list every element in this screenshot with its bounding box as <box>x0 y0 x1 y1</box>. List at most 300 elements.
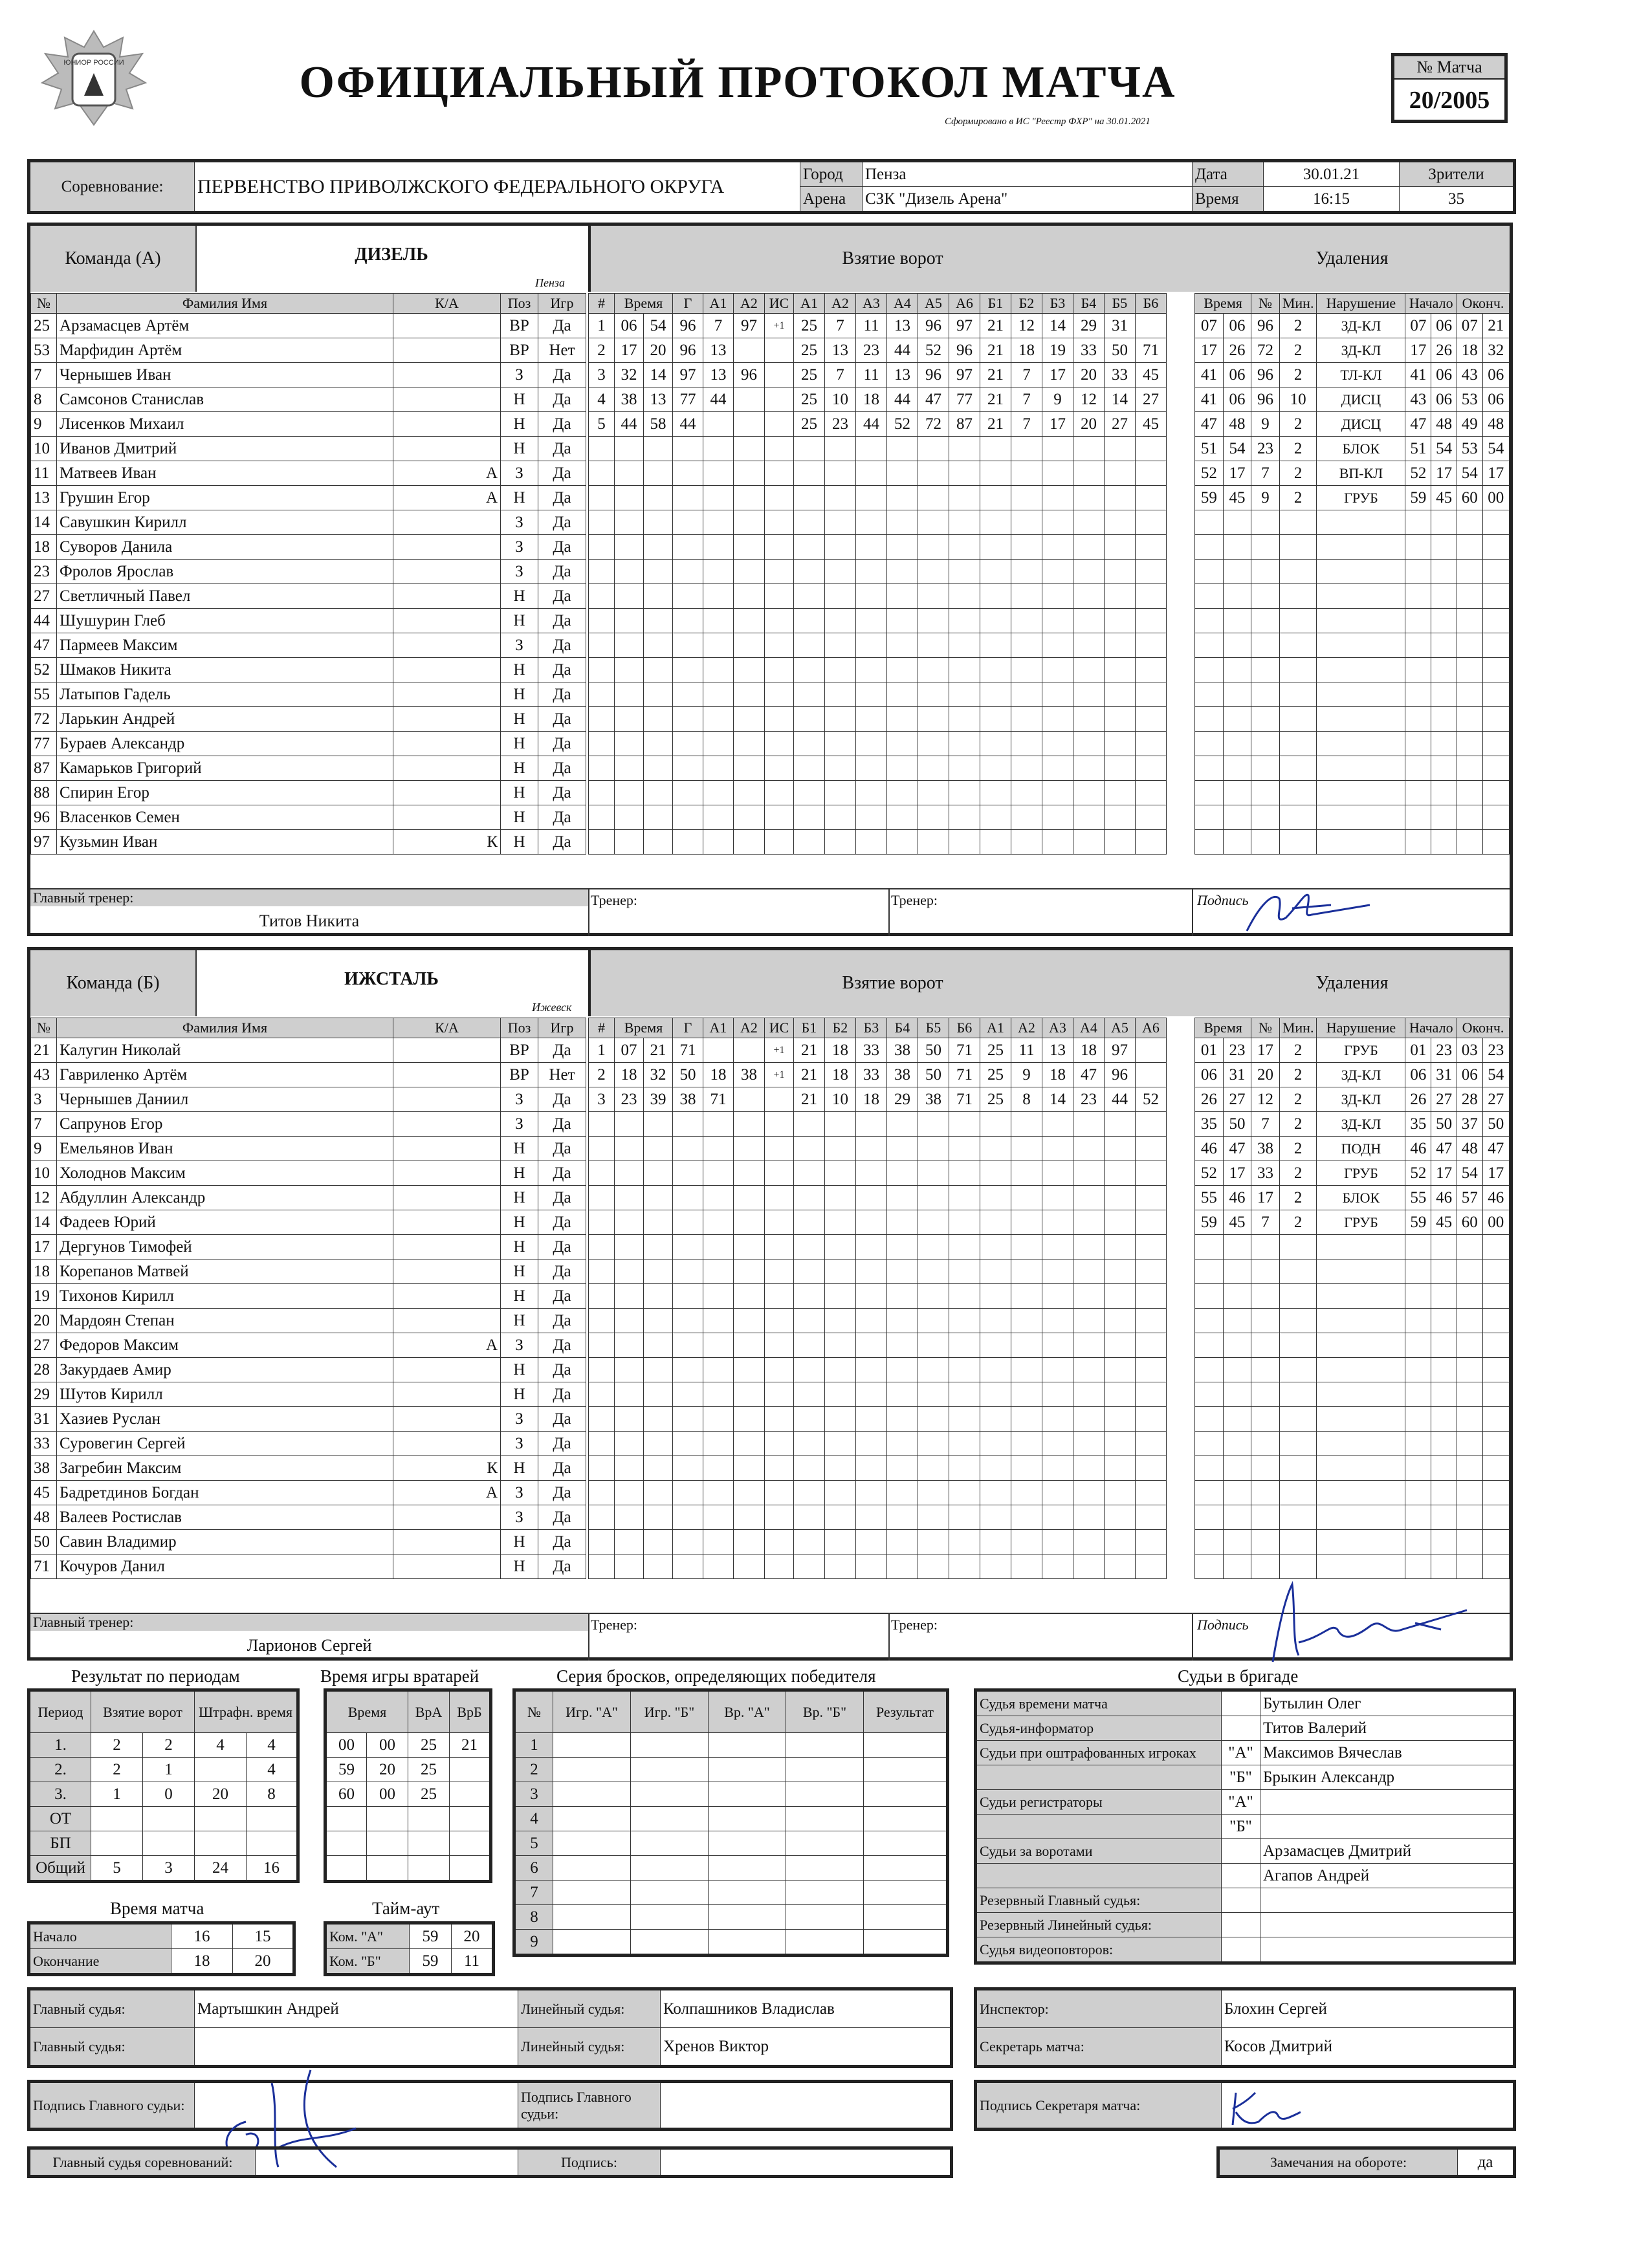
penalty-cell: 45 <box>1431 486 1457 510</box>
goal-cell: 07 <box>615 1038 644 1063</box>
goal-cell: 97 <box>949 363 980 387</box>
player-col-header: № <box>31 1018 57 1038</box>
goal-cell <box>589 633 615 658</box>
goal-cell <box>644 682 673 707</box>
player-playing: Да <box>538 461 586 486</box>
penalty-row <box>1195 1087 1510 1112</box>
period-value <box>195 1807 247 1831</box>
player-number: 7 <box>31 363 57 387</box>
player-number: 8 <box>31 387 57 412</box>
penalty-cell <box>1279 1259 1317 1284</box>
goal-cell: 14 <box>1042 1087 1073 1112</box>
shootout-cell <box>631 1905 709 1930</box>
goalie-row <box>325 1831 491 1856</box>
player-name: Бадретдинов Богдан <box>57 1481 393 1505</box>
goal-cell <box>887 1186 918 1210</box>
penalty-cell <box>1195 707 1224 732</box>
inspector-name: Блохин Сергей <box>1222 1989 1515 2028</box>
player-name: Матвеев Иван <box>57 461 393 486</box>
goal-cell <box>765 1186 794 1210</box>
goal-cell <box>887 584 918 609</box>
goal-cell <box>734 387 765 412</box>
penalty-cell <box>1405 1309 1431 1333</box>
goal-cell: 25 <box>794 338 825 363</box>
goal-cell <box>825 510 856 535</box>
penalty-cell <box>1457 1259 1483 1284</box>
goal-cell <box>1136 830 1167 855</box>
goal-cell <box>918 560 949 584</box>
goal-row <box>589 1284 1167 1309</box>
goalie-row <box>325 1856 491 1882</box>
goal-cell <box>734 560 765 584</box>
goal-cell <box>825 584 856 609</box>
goal-cell <box>918 535 949 560</box>
team-b-roster <box>30 1018 586 1579</box>
penalty-cell <box>1482 633 1509 658</box>
goal-cell <box>644 609 673 633</box>
penalty-cell <box>1405 1358 1431 1382</box>
goal-cell: 52 <box>887 412 918 437</box>
goal-cell <box>734 732 765 756</box>
penalty-cell <box>1405 1235 1431 1259</box>
goal-cell <box>980 756 1011 781</box>
goal-cell: 52 <box>1136 1087 1167 1112</box>
goal-cell <box>825 756 856 781</box>
goal-cell: 18 <box>1073 1038 1105 1063</box>
goal-cell <box>644 756 673 781</box>
goal-cell <box>765 584 794 609</box>
player-captain <box>393 1186 501 1210</box>
player-row <box>31 609 586 633</box>
main-ref-label-2: Главный судья: <box>29 2028 195 2067</box>
penalty-cell <box>1457 658 1483 682</box>
goal-col-header: А6 <box>949 294 980 314</box>
penalty-cell <box>1482 584 1509 609</box>
player-number: 43 <box>31 1063 57 1087</box>
penalty-row <box>1195 1309 1510 1333</box>
penalty-cell: 27 <box>1431 1087 1457 1112</box>
team-a-head-coach: Титов Никита <box>259 911 360 930</box>
goal-cell: 3 <box>589 363 615 387</box>
goal-cell <box>825 1505 856 1530</box>
penalty-cell: 45 <box>1223 1210 1251 1235</box>
team-b-name: ИЖСТАЛЬ <box>344 969 439 989</box>
penalty-row <box>1195 707 1510 732</box>
player-captain <box>393 1210 501 1235</box>
shootout-cell <box>631 1733 709 1758</box>
goal-cell <box>794 756 825 781</box>
goal-cell <box>1073 584 1105 609</box>
player-position: Н <box>501 732 538 756</box>
goal-cell: 14 <box>644 363 673 387</box>
goal-cell: 29 <box>1073 314 1105 338</box>
player-position: Н <box>501 658 538 682</box>
goal-cell <box>856 1481 887 1505</box>
team-b-coach2-label: Тренер: <box>891 1617 938 1633</box>
match-info <box>27 159 1516 214</box>
player-captain <box>393 756 501 781</box>
goal-cell <box>765 830 794 855</box>
penalty-cell <box>1482 1235 1509 1259</box>
goal-row <box>589 461 1167 486</box>
penalty-cell: 53 <box>1457 437 1483 461</box>
main-ref-1: Мартышкин Андрей <box>195 1989 518 2028</box>
goal-col-header: А2 <box>734 1018 765 1038</box>
penalty-cell <box>1251 1309 1280 1333</box>
goal-cell <box>918 461 949 486</box>
goal-cell <box>1073 1481 1105 1505</box>
period-value: 2 <box>143 1733 195 1758</box>
goal-cell <box>703 1235 734 1259</box>
goal-cell: 06 <box>615 314 644 338</box>
goal-cell <box>856 805 887 830</box>
shootout-number: 7 <box>514 1881 553 1905</box>
goal-cell <box>1136 1481 1167 1505</box>
penalty-cell: 26 <box>1431 338 1457 363</box>
goal-cell <box>703 510 734 535</box>
goal-cell <box>949 1456 980 1481</box>
penalty-cell: 48 <box>1431 412 1457 437</box>
player-number: 9 <box>31 412 57 437</box>
svg-text:ЮНИОР РОССИИ: ЮНИОР РОССИИ <box>63 59 124 67</box>
penalty-cell <box>1317 1333 1405 1358</box>
penalty-cell <box>1317 1407 1405 1432</box>
penalty-cell: 54 <box>1482 1063 1509 1087</box>
goal-cell <box>825 1432 856 1456</box>
penalty-cell: 72 <box>1251 338 1280 363</box>
goal-cell <box>615 1210 644 1235</box>
goal-row <box>589 1235 1167 1259</box>
penalty-cell <box>1405 584 1431 609</box>
penalty-row <box>1195 756 1510 781</box>
player-captain <box>393 1087 501 1112</box>
penalty-cell: 48 <box>1482 412 1509 437</box>
goal-cell <box>887 830 918 855</box>
penalty-cell: 47 <box>1405 412 1431 437</box>
goal-cell <box>856 1505 887 1530</box>
goal-cell <box>644 1333 673 1358</box>
penalty-cell <box>1457 830 1483 855</box>
penalty-cell: 20 <box>1251 1063 1280 1087</box>
goal-cell <box>949 732 980 756</box>
team-a-coach1-label: Тренер: <box>591 892 638 908</box>
goal-cell <box>1073 609 1105 633</box>
goal-cell <box>1105 1186 1136 1210</box>
penalty-row <box>1195 1235 1510 1259</box>
player-name: Хазиев Руслан <box>57 1407 393 1432</box>
protocol-title: ОФИЦИАЛЬНЫЙ ПРОТОКОЛ МАТЧА <box>299 58 1176 107</box>
goal-cell <box>887 1284 918 1309</box>
goal-cell <box>856 1137 887 1161</box>
official-row <box>976 1716 1515 1741</box>
penalty-cell <box>1457 1382 1483 1407</box>
penalty-row <box>1195 1358 1510 1382</box>
match-start-min: 15 <box>233 1923 294 1949</box>
official-team: "А" <box>1222 1741 1260 1765</box>
remarks-table <box>1216 2146 1516 2178</box>
goal-cell <box>734 461 765 486</box>
goal-cell <box>949 1358 980 1382</box>
goal-cell <box>589 461 615 486</box>
goal-cell <box>825 535 856 560</box>
goal-cell <box>980 461 1011 486</box>
shootout-cell <box>864 1930 948 1956</box>
goal-cell <box>589 658 615 682</box>
goal-cell <box>765 510 794 535</box>
goal-row <box>589 560 1167 584</box>
goal-cell <box>980 1407 1011 1432</box>
official-name <box>1260 1790 1515 1815</box>
secretary-name: Косов Дмитрий <box>1222 2028 1515 2067</box>
goal-cell <box>1105 1137 1136 1161</box>
penalty-cell <box>1431 1407 1457 1432</box>
goal-cell: 97 <box>949 314 980 338</box>
penalty-cell: 17 <box>1482 1161 1509 1186</box>
penalty-cell <box>1317 1382 1405 1407</box>
player-playing: Да <box>538 1235 586 1259</box>
goal-cell <box>644 633 673 658</box>
goal-cell <box>1136 1530 1167 1554</box>
team-a-label: Команда (А) <box>30 226 197 292</box>
goal-cell <box>1042 1432 1073 1456</box>
goal-cell <box>589 1137 615 1161</box>
official-team: "А" <box>1222 1790 1260 1815</box>
goal-cell <box>673 781 703 805</box>
goal-cell <box>673 1382 703 1407</box>
player-row <box>31 1112 586 1137</box>
player-row <box>31 781 586 805</box>
spectators-value: 35 <box>1400 187 1515 213</box>
penalty-cell <box>1405 1382 1431 1407</box>
player-position: З <box>501 1432 538 1456</box>
penalty-cell: 2 <box>1279 486 1317 510</box>
penalty-cell: 17 <box>1431 461 1457 486</box>
goal-cell <box>1105 1333 1136 1358</box>
goal-cell <box>1042 535 1073 560</box>
shootout-cell <box>786 1807 864 1831</box>
shootout-header: Вр. "А" <box>709 1690 786 1733</box>
goal-cell <box>734 1382 765 1407</box>
penalty-cell: 47 <box>1223 1137 1251 1161</box>
penalty-cell <box>1317 560 1405 584</box>
goal-cell <box>615 707 644 732</box>
team-a-signature-label: Подпись <box>1197 892 1249 908</box>
penalty-cell <box>1223 510 1251 535</box>
match-end-min: 20 <box>233 1949 294 1975</box>
goal-cell <box>673 1505 703 1530</box>
penalty-cell <box>1223 633 1251 658</box>
goal-cell <box>1136 1358 1167 1382</box>
goal-cell: 13 <box>703 363 734 387</box>
period-label: 1. <box>29 1733 91 1758</box>
goal-cell: 27 <box>1105 412 1136 437</box>
penalty-cell <box>1482 1481 1509 1505</box>
goal-cell <box>856 609 887 633</box>
goal-cell <box>918 633 949 658</box>
shootout-cell <box>864 1856 948 1881</box>
penalty-cell <box>1195 1284 1224 1309</box>
shootout-cell <box>709 1930 786 1956</box>
penalty-cell <box>1195 1481 1224 1505</box>
player-number: 19 <box>31 1284 57 1309</box>
goal-cell <box>734 1259 765 1284</box>
player-captain <box>393 1063 501 1087</box>
goal-cell <box>673 1554 703 1579</box>
goal-cell <box>734 584 765 609</box>
penalty-cell <box>1251 609 1280 633</box>
shootout-row <box>514 1831 948 1856</box>
official-row <box>976 1888 1515 1913</box>
pen-col-header: Время <box>1195 1018 1251 1038</box>
official-role <box>976 1864 1222 1888</box>
goal-cell <box>980 1456 1011 1481</box>
player-name: Сапрунов Егор <box>57 1112 393 1137</box>
penalty-row <box>1195 314 1510 338</box>
official-name <box>1260 1815 1515 1839</box>
shootout-cell <box>709 1905 786 1930</box>
goal-cell <box>1011 1235 1042 1259</box>
official-team: "Б" <box>1222 1765 1260 1790</box>
shootout-number: 3 <box>514 1782 553 1807</box>
timeout-b-label: Ком. "Б" <box>325 1949 410 1975</box>
penalty-cell <box>1457 535 1483 560</box>
goal-cell <box>918 1186 949 1210</box>
shootout-cell <box>864 1881 948 1905</box>
goal-cell <box>825 1407 856 1432</box>
shootout-cell <box>553 1930 631 1956</box>
official-team <box>1222 1888 1260 1913</box>
goal-col-header: Б3 <box>1042 294 1073 314</box>
penalty-cell <box>1251 1235 1280 1259</box>
goal-cell <box>1073 805 1105 830</box>
penalty-cell <box>1317 805 1405 830</box>
goal-cell: 21 <box>980 387 1011 412</box>
official-name <box>1260 1888 1515 1913</box>
goal-cell: 44 <box>615 412 644 437</box>
goal-cell: 13 <box>703 338 734 363</box>
goal-cell <box>918 437 949 461</box>
team-a-coach2-label: Тренер: <box>891 892 938 908</box>
player-name: Марфидин Артём <box>57 338 393 363</box>
player-playing: Да <box>538 830 586 855</box>
penalty-cell: 50 <box>1223 1112 1251 1137</box>
goal-col-header: А1 <box>980 1018 1011 1038</box>
goal-cell <box>589 1554 615 1579</box>
goal-cell <box>703 1284 734 1309</box>
player-col-header: Поз <box>501 294 538 314</box>
penalty-cell: 27 <box>1223 1087 1251 1112</box>
goal-cell <box>1073 1432 1105 1456</box>
goal-cell <box>918 1284 949 1309</box>
penalty-cell <box>1279 1432 1317 1456</box>
penalty-cell <box>1317 510 1405 535</box>
player-playing: Да <box>538 682 586 707</box>
goal-cell <box>765 437 794 461</box>
shootout-title: Серия бросков, определяющих победителя <box>556 1666 876 1686</box>
goal-cell <box>615 805 644 830</box>
goal-cell <box>825 707 856 732</box>
goal-cell <box>1042 1382 1073 1407</box>
period-value: 4 <box>247 1733 298 1758</box>
goal-cell: 7 <box>1011 387 1042 412</box>
goal-cell: 20 <box>1073 363 1105 387</box>
generated-note: Сформировано в ИС "Реестр ФХР" на 30.01.2021 <box>945 116 1150 127</box>
penalty-cell: 2 <box>1279 1137 1317 1161</box>
goal-cell <box>734 1432 765 1456</box>
goal-cell <box>1073 756 1105 781</box>
shootout-cell <box>553 1758 631 1782</box>
player-number: 9 <box>31 1137 57 1161</box>
player-row <box>31 314 586 338</box>
goal-col-header: А3 <box>1042 1018 1073 1038</box>
goal-cell <box>1073 732 1105 756</box>
shootout-cell <box>864 1758 948 1782</box>
goal-cell <box>765 1456 794 1481</box>
penalty-cell: 51 <box>1405 437 1431 461</box>
goal-cell <box>980 535 1011 560</box>
penalty-cell <box>1223 732 1251 756</box>
goal-cell <box>673 1407 703 1432</box>
penalty-row <box>1195 1210 1510 1235</box>
player-playing: Да <box>538 1554 586 1579</box>
goal-cell <box>825 1210 856 1235</box>
goal-cell <box>1073 437 1105 461</box>
shootout-number: 2 <box>514 1758 553 1782</box>
goal-cell <box>794 510 825 535</box>
goal-cell <box>794 830 825 855</box>
penalty-cell <box>1195 584 1224 609</box>
goal-cell <box>644 1456 673 1481</box>
goal-cell <box>1136 633 1167 658</box>
player-captain <box>393 1309 501 1333</box>
penalty-row <box>1195 1333 1510 1358</box>
goal-row <box>589 1505 1167 1530</box>
goal-cell <box>673 1186 703 1210</box>
player-row <box>31 560 586 584</box>
team-a-signature <box>1234 879 1389 937</box>
goal-cell: 50 <box>1105 338 1136 363</box>
penalty-row <box>1195 830 1510 855</box>
goalie-value <box>367 1831 408 1856</box>
goal-cell <box>1042 437 1073 461</box>
shootout-cell <box>864 1807 948 1831</box>
goal-cell: 25 <box>794 387 825 412</box>
period-label: 3. <box>29 1782 91 1807</box>
goal-cell <box>703 830 734 855</box>
player-number: 52 <box>31 658 57 682</box>
penalty-cell <box>1457 1284 1483 1309</box>
goal-cell: 77 <box>673 387 703 412</box>
goal-cell <box>644 1235 673 1259</box>
goal-cell <box>825 633 856 658</box>
team_a-penalties-grid <box>1194 293 1510 855</box>
goal-cell <box>589 1259 615 1284</box>
penalty-cell: 06 <box>1223 387 1251 412</box>
penalty-cell: 07 <box>1195 314 1224 338</box>
penalty-cell: 46 <box>1431 1186 1457 1210</box>
goal-cell <box>734 1186 765 1210</box>
player-playing: Да <box>538 1210 586 1235</box>
penalty-cell <box>1223 756 1251 781</box>
penalty-cell: 35 <box>1405 1112 1431 1137</box>
results-title: Результат по периодам <box>71 1666 240 1686</box>
goal-cell: 45 <box>1136 412 1167 437</box>
goal-cell <box>1105 682 1136 707</box>
penalty-cell <box>1279 830 1317 855</box>
goal-cell <box>615 1309 644 1333</box>
goal-cell <box>856 781 887 805</box>
goal-cell <box>589 1235 615 1259</box>
